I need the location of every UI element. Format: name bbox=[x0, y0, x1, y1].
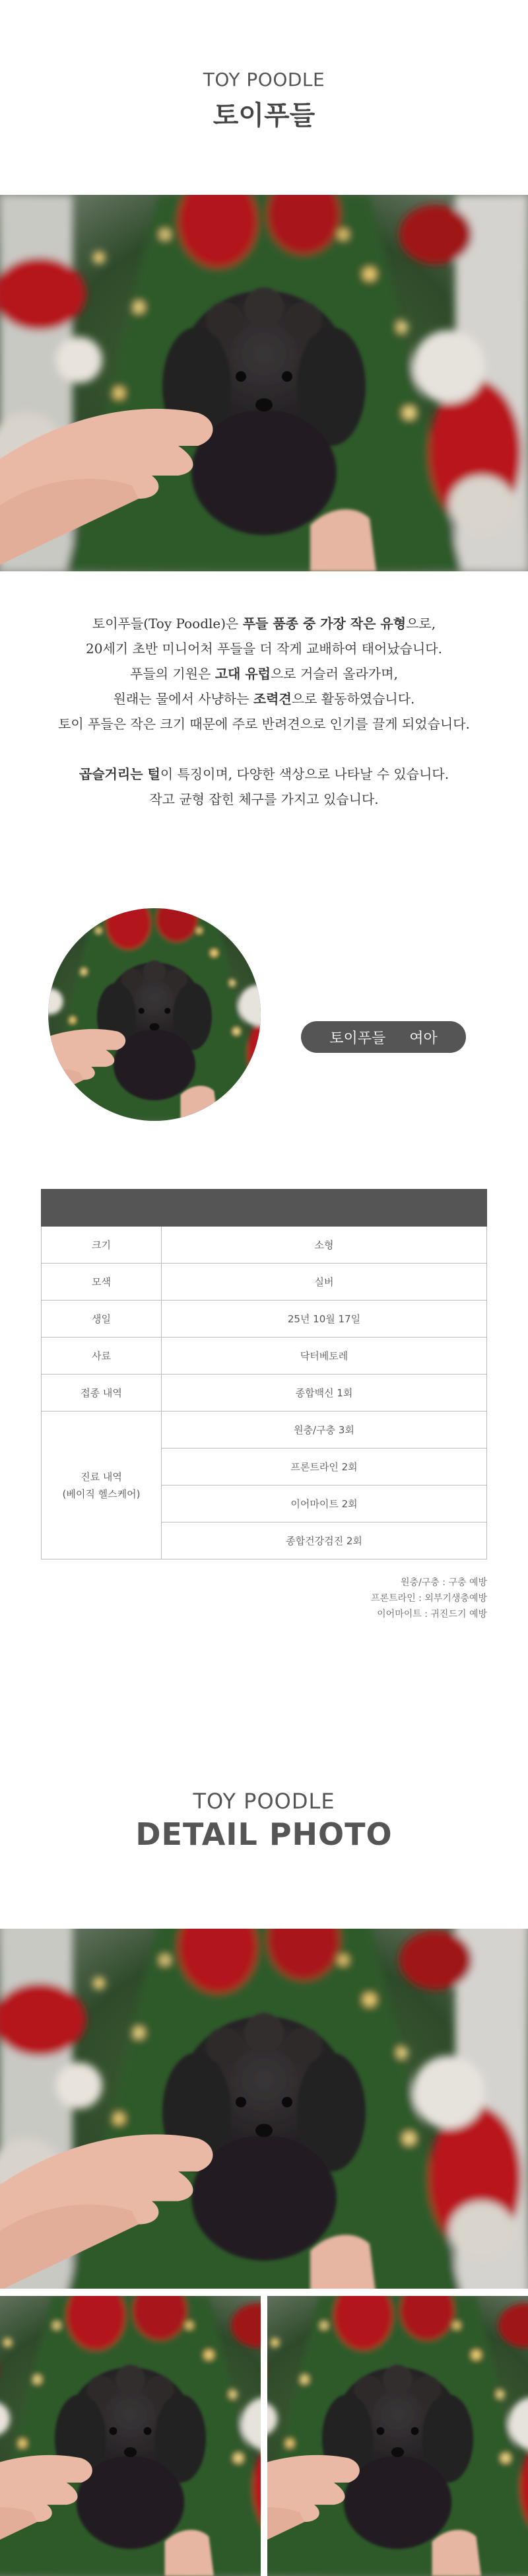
intro-text: 푸들의 기원은 bbox=[130, 666, 215, 682]
row-value: 닥터베토레 bbox=[162, 1338, 487, 1375]
care-item: 원충/구충 3회 bbox=[162, 1412, 487, 1449]
intro-text: 작고 균형 잡힌 체구를 가지고 있습니다. bbox=[149, 791, 379, 807]
intro-line bbox=[0, 762, 528, 787]
intro-text: 이 특징이며, 다양한 색상으로 나타날 수 있습니다. bbox=[160, 766, 449, 782]
intro-line bbox=[0, 787, 528, 812]
intro-text: 토이 푸들은 작은 크기 때문에 주로 반려견으로 인기를 끌게 되었습니다. bbox=[58, 716, 470, 732]
intro-line bbox=[0, 686, 528, 711]
intro-text: 으로 거슬러 올라가며, bbox=[270, 666, 398, 682]
breed-introduction bbox=[0, 611, 528, 812]
hero-title-english: TOY POODLE bbox=[203, 69, 325, 90]
care-item: 프론트라인 2회 bbox=[162, 1449, 487, 1485]
table-row bbox=[42, 1338, 487, 1375]
table-row bbox=[42, 1264, 487, 1301]
detail-photo-heading bbox=[0, 1789, 528, 1852]
intro-emphasis: 곱슬거리는 털 bbox=[79, 766, 160, 782]
row-label: 사료 bbox=[42, 1338, 162, 1375]
row-label: 생일 bbox=[42, 1301, 162, 1338]
intro-text: 토이푸들(Toy Poodle)은 bbox=[92, 616, 243, 631]
sex-label: 여아 bbox=[409, 1030, 438, 1047]
table-row bbox=[42, 1412, 487, 1449]
intro-text: 으로, bbox=[406, 616, 436, 631]
intro-emphasis: 푸들 품종 중 가장 작은 유형 bbox=[242, 616, 407, 631]
care-item: 종합건강검진 2회 bbox=[162, 1522, 487, 1559]
profile-photo bbox=[48, 908, 261, 1121]
puppy-info-table bbox=[41, 1189, 487, 1559]
table-row bbox=[42, 1375, 487, 1412]
table-row bbox=[42, 1227, 487, 1264]
detail-title: DETAIL PHOTO bbox=[135, 1816, 393, 1852]
care-notes bbox=[371, 1575, 487, 1622]
intro-line bbox=[0, 661, 528, 686]
intro-text: 으로 활동하였습니다. bbox=[291, 691, 415, 707]
breed-label: 토이푸들 bbox=[329, 1030, 386, 1047]
row-value: 종합백신 1회 bbox=[162, 1375, 487, 1412]
row-label: 크기 bbox=[42, 1227, 162, 1264]
detail-photo-large bbox=[0, 1929, 528, 2289]
detail-photo-right bbox=[267, 2296, 528, 2576]
row-label: 접종 내역 bbox=[42, 1375, 162, 1412]
row-value: 25년 10월 17일 bbox=[162, 1301, 487, 1338]
row-value: 실버 bbox=[162, 1264, 487, 1301]
care-history-label bbox=[42, 1412, 162, 1559]
care-label-subtitle: (베이직 헬스케어) bbox=[62, 1487, 141, 1500]
detail-photo-left bbox=[0, 2296, 261, 2576]
note-line: 이어마이트 : 귀진드기 예방 bbox=[377, 1609, 487, 1620]
intro-text: 원래는 물에서 사냥하는 bbox=[113, 691, 253, 707]
care-label-title: 진료 내역 bbox=[81, 1470, 122, 1483]
care-item: 이어마이트 2회 bbox=[162, 1485, 487, 1522]
breed-sex-badge bbox=[301, 1021, 466, 1053]
table-row bbox=[42, 1301, 487, 1338]
intro-line bbox=[0, 711, 528, 736]
intro-line bbox=[0, 636, 528, 661]
detail-title-english: TOY POODLE bbox=[193, 1789, 335, 1814]
note-line: 원충/구충 : 구충 예방 bbox=[401, 1577, 487, 1588]
hero-photo bbox=[0, 195, 528, 571]
intro-text: 20세기 초반 미니어처 푸들을 더 작게 교배하여 태어났습니다. bbox=[86, 641, 442, 657]
note-line: 프론트라인 : 외부기생충예방 bbox=[371, 1593, 487, 1604]
intro-line bbox=[0, 611, 528, 636]
row-value: 소형 bbox=[162, 1227, 487, 1264]
intro-emphasis: 조력견 bbox=[253, 691, 292, 707]
intro-emphasis: 고대 유럽 bbox=[214, 666, 271, 682]
hero-title-korean: 토이푸들 bbox=[213, 100, 315, 131]
row-label: 모색 bbox=[42, 1264, 162, 1301]
hero-heading bbox=[0, 69, 528, 132]
table-header-row bbox=[42, 1190, 487, 1227]
